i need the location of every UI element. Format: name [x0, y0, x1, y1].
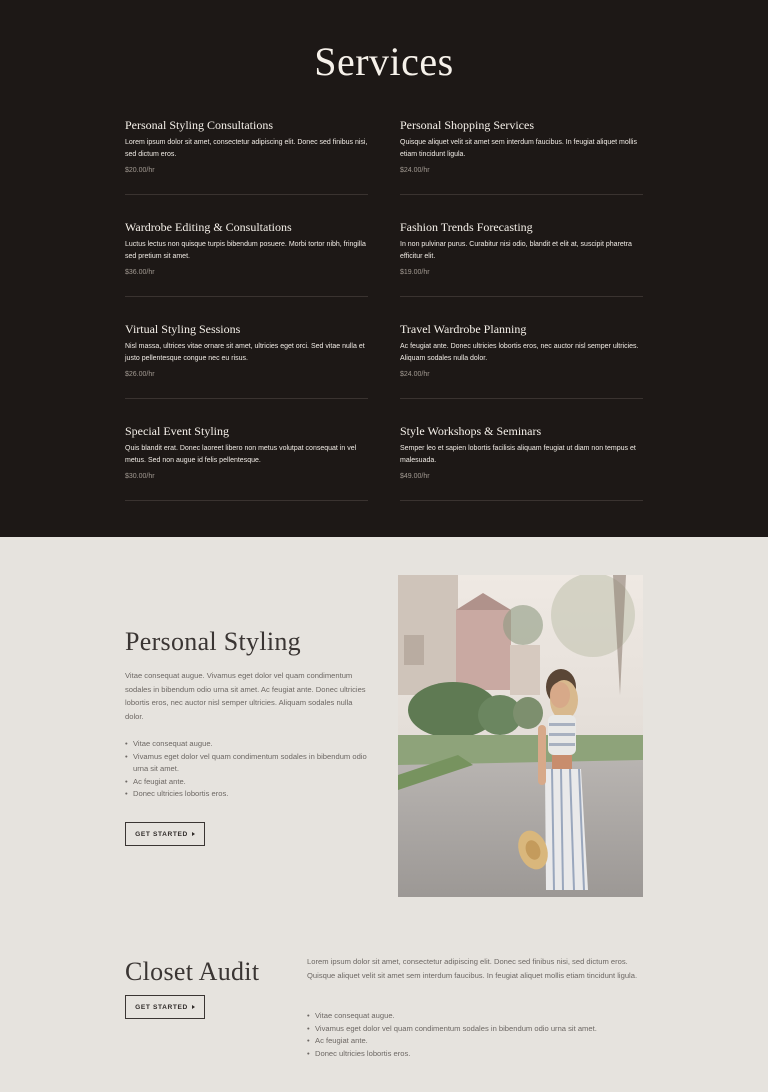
arrow-right-icon	[192, 1005, 195, 1009]
service-item	[400, 116, 643, 195]
service-name: Personal Shopping Services	[400, 118, 534, 132]
service-name: Personal Styling Consultations	[125, 118, 274, 132]
closet-audit-bullet-list	[307, 1010, 647, 1060]
service-name: Wardrobe Editing & Consultations	[125, 220, 292, 234]
get-started-button[interactable]	[125, 995, 205, 1019]
service-price: $19.00/hr	[400, 269, 430, 276]
service-item	[125, 116, 368, 195]
service-description: Quisque aliquet velit sit amet sem interdum faucibus. In feugiat aliquet mollis etiam tincidunt ligula.	[400, 139, 637, 158]
service-description: Nisl massa, ultrices vitae ornare sit amet, ultricies eget orci. Sed vitae nulla et justo pellentesque congue nec eu risus.	[125, 343, 365, 362]
service-description: Lorem ipsum dolor sit amet, consectetur adipiscing elit. Donec sed finibus nisi, sed dictum eros.	[125, 139, 368, 158]
bullet-item: • Donec ultricies lobortis eros.	[307, 1048, 647, 1061]
services-title: Services	[314, 39, 454, 84]
photo-illustration	[398, 575, 643, 897]
service-name: Virtual Styling Sessions	[125, 322, 241, 336]
stylist-photo	[398, 575, 643, 897]
closet-audit-description: Lorem ipsum dolor sit amet, consectetur adipiscing elit. Donec sed finibus nisi, sed dictum eros. Quisque aliquet velit sit amet sem interdum faucibus. In feugiat aliquet mollis etiam tincidunt ligula.	[307, 957, 638, 980]
bullet-item: • Vivamus eget dolor vel quam condimentum sodales in bibendum odio urna sit amet.	[307, 1023, 647, 1036]
bullet-item: • Ac feugiat ante.	[125, 776, 375, 789]
service-description: In non pulvinar purus. Curabitur nisi odio, blandit et elit at, suscipit pharetra efficitur elit.	[400, 241, 632, 260]
service-price: $36.00/hr	[125, 269, 155, 276]
bullet-item: • Ac feugiat ante.	[307, 1035, 647, 1048]
service-description: Semper leo et sapien lobortis facilisis aliquam feugiat ut diam non tempus et malesuada.	[400, 445, 636, 464]
personal-styling-title: Personal Styling	[125, 627, 301, 656]
service-name: Special Event Styling	[125, 424, 229, 438]
get-started-label: GET STARTED	[135, 1003, 188, 1011]
service-price: $24.00/hr	[400, 371, 430, 378]
service-item	[400, 422, 643, 501]
personal-styling-description: Vitae consequat augue. Vivamus eget dolor vel quam condimentum sodales in bibendum odio urna sit amet. Ac feugiat ante. Donec ultricies lobortis eros, nec auctor nisl semper ultricies. Aliquam sodales nulla dolor.	[125, 671, 366, 721]
service-price: $49.00/hr	[400, 473, 430, 480]
get-started-label: GET STARTED	[135, 830, 188, 838]
service-description: Ac feugiat ante. Donec ultricies lobortis eros, nec auctor nisl semper ultricies. Aliquam sodales nulla dolor.	[400, 343, 639, 362]
services-section	[0, 0, 768, 537]
get-started-button[interactable]	[125, 822, 205, 846]
bullet-item: • Vitae consequat augue.	[307, 1010, 647, 1023]
service-item	[400, 218, 643, 297]
bullet-item: • Donec ultricies lobortis eros.	[125, 788, 375, 801]
service-name: Fashion Trends Forecasting	[400, 220, 533, 234]
arrow-right-icon	[192, 832, 195, 836]
service-name: Style Workshops & Seminars	[400, 424, 542, 438]
bullet-item: • Vivamus eget dolor vel quam condimentum sodales in bibendum odio urna sit amet.	[125, 751, 375, 776]
services-list	[125, 116, 643, 524]
personal-styling-bullet-list	[125, 738, 375, 801]
service-price: $24.00/hr	[400, 167, 430, 174]
service-item	[125, 422, 368, 501]
personal-styling-section	[0, 537, 768, 917]
closet-audit-title: Closet Audit	[125, 957, 260, 986]
service-description: Quis blandit erat. Donec laoreet libero non metus volutpat consequat in vel metus. Sed non augue id felis pellentesque.	[125, 445, 357, 464]
service-name: Travel Wardrobe Planning	[400, 322, 527, 336]
service-item	[125, 218, 368, 297]
service-price: $30.00/hr	[125, 473, 155, 480]
service-item	[400, 320, 643, 399]
closet-audit-section	[0, 917, 768, 1092]
bullet-item: • Vitae consequat augue.	[125, 738, 375, 751]
service-price: $20.00/hr	[125, 167, 155, 174]
service-price: $26.00/hr	[125, 371, 155, 378]
service-description: Luctus lectus non quisque turpis bibendum posuere. Morbi tortor nibh, fringilla sed pretium sit amet.	[125, 241, 366, 260]
service-item	[125, 320, 368, 399]
